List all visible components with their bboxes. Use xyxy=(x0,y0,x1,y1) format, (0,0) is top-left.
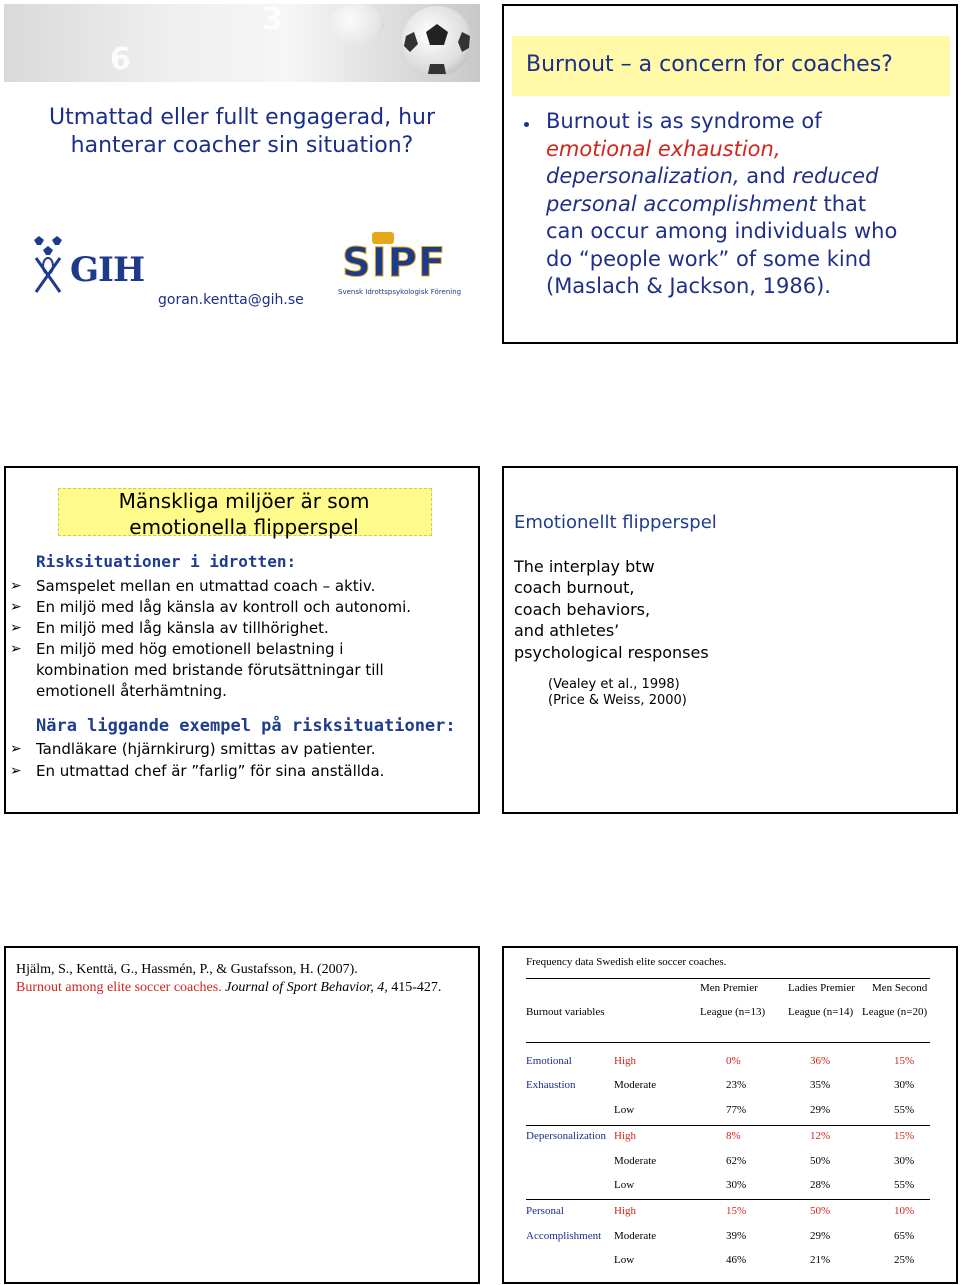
table-cell-value: 30% xyxy=(726,1179,747,1191)
slide-4 xyxy=(502,466,958,814)
header-number-6: 6 xyxy=(110,42,131,77)
term-personal-accomplishment: personal accomplishment xyxy=(546,191,817,216)
section-heading-risk: Risksituationer i idrotten: xyxy=(36,552,297,571)
slide-4-line-5: psychological responses xyxy=(514,643,709,662)
table-cell-value: 30% xyxy=(894,1154,915,1167)
table-cell-value: 8% xyxy=(726,1130,741,1143)
citation-pages: 415-427. xyxy=(387,980,442,995)
risk-item-4-line-2: kombination med bristande förutsättningar till xyxy=(36,661,384,679)
table-cell-value: 10% xyxy=(894,1205,915,1218)
table-cell-value: 25% xyxy=(894,1254,915,1267)
table-rule-group-2 xyxy=(526,1199,930,1200)
table-cell-variable: Emotional xyxy=(526,1055,572,1067)
arrow-bullet-icon: ➢ xyxy=(10,599,22,615)
slide-4-line-1: The interplay btw xyxy=(514,557,655,576)
table-cell-value: 15% xyxy=(894,1130,915,1143)
example-item-2: En utmattad chef är ”farlig” för sina anställda. xyxy=(36,762,385,780)
gih-logo xyxy=(30,236,145,296)
table-cell-value: 36% xyxy=(810,1055,831,1067)
title-line-2: emotionella flipperspel xyxy=(129,515,359,539)
col-header-n14: League (n=14) xyxy=(788,1006,854,1018)
table-cell-value: 50% xyxy=(810,1205,831,1218)
slide-4-line-4: and athletes’ xyxy=(514,621,620,640)
text-line: do “people work” of some kind xyxy=(546,246,872,271)
soccer-ball-image xyxy=(402,6,472,76)
risk-item-2: En miljö med låg känsla av kontroll och autonomi. xyxy=(36,598,412,616)
sipf-logo-text: SIPF xyxy=(342,240,447,286)
arrow-bullet-icon: ➢ xyxy=(10,741,22,757)
term-emotional-exhaustion: emotional exhaustion, xyxy=(546,136,781,161)
row-header-burnout-variables: Burnout variables xyxy=(526,1006,605,1018)
text-line: can occur among individuals who xyxy=(546,219,898,243)
col-header-n20: League (n=20) xyxy=(862,1006,928,1018)
citation: (Maslach & Jackson, 1986). xyxy=(546,274,831,298)
table-cell-value: 55% xyxy=(894,1103,915,1116)
arrow-bullet-icon: ➢ xyxy=(10,578,22,594)
slide-1-header-banner xyxy=(4,4,480,82)
slide-3 xyxy=(4,466,480,814)
term-reduced: reduced xyxy=(792,164,879,188)
slide-2-body xyxy=(524,108,958,301)
reference-2: (Price & Weiss, 2000) xyxy=(548,693,687,708)
table-cell-value: 15% xyxy=(726,1205,747,1218)
col-header-men-second: Men Second xyxy=(872,982,928,994)
table-cell-level: High xyxy=(614,1130,636,1143)
risk-item-3: En miljö med låg känsla av tillhörighet. xyxy=(36,619,329,637)
table-cell-value: 21% xyxy=(810,1254,831,1267)
table-cell-level: High xyxy=(614,1055,636,1067)
slide-4-line-3: coach behaviors, xyxy=(514,600,651,619)
sipf-logo xyxy=(322,230,462,300)
header-number-3: 3 xyxy=(262,4,283,37)
reference-1: (Vealey et al., 1998) xyxy=(548,677,680,692)
slide-4-line-2: coach burnout, xyxy=(514,578,635,597)
citation-title-line xyxy=(16,980,441,996)
table-cell-variable: Accomplishment xyxy=(526,1229,602,1242)
table-cell-level: Moderate xyxy=(614,1079,657,1092)
slide-2-title: Burnout – a concern for coaches? xyxy=(526,52,893,77)
risk-item-4-line-1: En miljö med hög emotionell belastning i xyxy=(36,640,344,658)
table-cell-value: 39% xyxy=(726,1229,747,1242)
table-cell-value: 23% xyxy=(726,1079,747,1092)
risk-item-1: Samspelet mellan en utmattad coach – aktiv. xyxy=(36,577,376,595)
title-line-1: Mänskliga miljöer är som xyxy=(118,489,370,513)
table-cell-value: 55% xyxy=(894,1179,915,1191)
text-that: that xyxy=(816,191,867,216)
col-header-men-premier: Men Premier xyxy=(700,982,758,994)
table-cell-value: 30% xyxy=(894,1079,915,1092)
col-header-n13: League (n=13) xyxy=(700,1006,766,1018)
col-header-ladies-premier: Ladies Premier xyxy=(788,982,855,994)
table-cell-level: Low xyxy=(614,1103,635,1116)
table-rule-group-1 xyxy=(526,1125,930,1126)
arrow-bullet-icon: ➢ xyxy=(10,620,22,636)
slide-5 xyxy=(4,946,480,1284)
table-cell-level: Moderate xyxy=(614,1154,657,1167)
table-cell-level: Moderate xyxy=(614,1229,657,1242)
table-rule-top xyxy=(526,978,930,979)
arrow-bullet-icon: ➢ xyxy=(10,763,22,779)
text-and: and xyxy=(739,164,793,188)
risk-item-4-line-3: emotionell återhämtning. xyxy=(36,682,227,700)
gih-crest-icon xyxy=(30,236,70,296)
table-rule-header xyxy=(526,1042,930,1043)
table-cell-level: Low xyxy=(614,1254,635,1267)
slide-1 xyxy=(4,4,480,344)
arrow-bullet-icon: ➢ xyxy=(10,641,22,657)
section-heading-examples: Nära liggande exempel på risksituationer: xyxy=(36,716,456,736)
text-line: Burnout is as syndrome of xyxy=(546,109,822,133)
table-cell-value: 0% xyxy=(726,1055,741,1067)
table-cell-variable: Personal xyxy=(526,1205,564,1218)
sipf-logo-subtitle: Svensk Idrottspsykologisk Förening xyxy=(338,288,462,296)
table-caption: Frequency data Swedish elite soccer coaches. xyxy=(526,956,727,968)
table-cell-value: 65% xyxy=(894,1229,915,1242)
table-cell-value: 15% xyxy=(894,1055,915,1067)
table-cell-value: 77% xyxy=(726,1103,747,1116)
ball-image-small xyxy=(328,4,384,44)
table-cell-value: 35% xyxy=(810,1079,831,1092)
slide-4-title: Emotionellt flipperspel xyxy=(514,512,717,533)
slide-6-table xyxy=(502,946,958,1284)
table-cell-value: 46% xyxy=(726,1254,747,1267)
example-item-1: Tandläkare (hjärnkirurg) smittas av patienter. xyxy=(36,740,376,758)
table-cell-variable: Depersonalization xyxy=(526,1130,607,1143)
term-depersonalization: depersonalization, xyxy=(546,164,740,188)
citation-article-title: Burnout among elite soccer coaches. xyxy=(16,980,222,995)
citation-authors: Hjälm, S., Kenttä, G., Hassmén, P., & Gustafsson, H. (2007). xyxy=(16,962,358,977)
slide-2 xyxy=(502,4,958,344)
table-cell-value: 28% xyxy=(810,1179,831,1191)
slide-1-title: Utmattad eller fullt engagerad, hur hanterar coacher sin situation? xyxy=(48,105,436,158)
contact-email: goran.kentta@gih.se xyxy=(158,292,304,308)
table-cell-variable: Exhaustion xyxy=(526,1079,576,1092)
table-cell-value: 29% xyxy=(810,1103,831,1116)
table-cell-value: 50% xyxy=(810,1154,831,1167)
table-cell-value: 12% xyxy=(810,1130,831,1143)
slide-3-title xyxy=(58,488,430,540)
table-cell-level: High xyxy=(614,1205,636,1218)
citation-journal: Journal of Sport Behavior, 4, xyxy=(221,980,388,995)
table-cell-value: 29% xyxy=(810,1229,831,1242)
table-cell-level: Low xyxy=(614,1179,635,1191)
gih-logo-text: GIH xyxy=(70,250,145,290)
table-cell-value: 62% xyxy=(726,1154,747,1167)
